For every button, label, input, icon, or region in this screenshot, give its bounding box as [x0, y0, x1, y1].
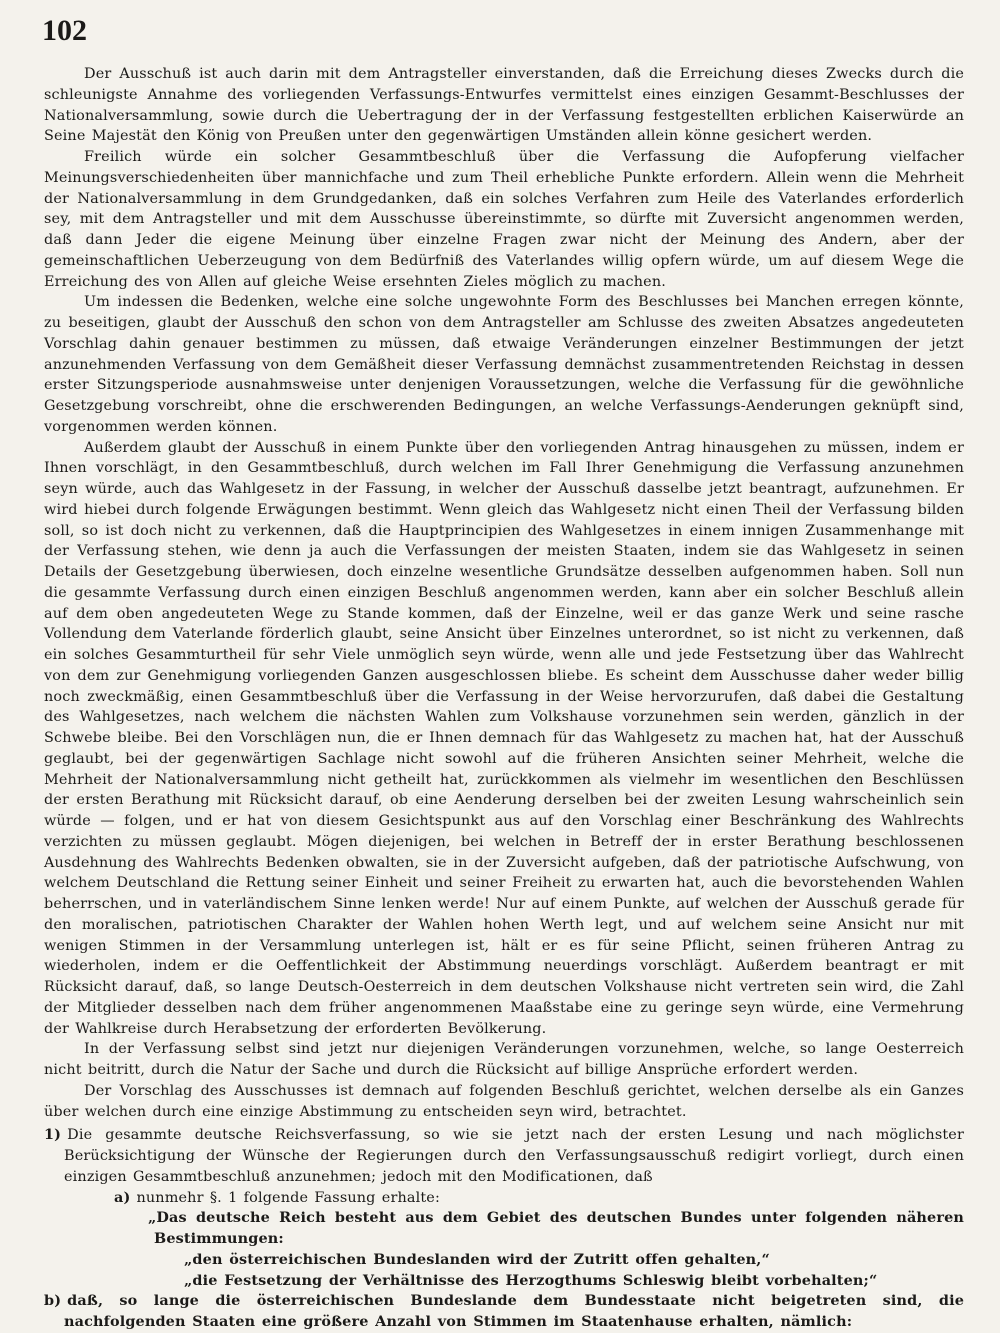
- list-item-a-marker: a): [114, 1188, 131, 1206]
- list-item-a: [44, 1188, 964, 1209]
- list-item-1-text: Die gesammte deutsche Reichsverfassung, so wie sie jetzt nach der ersten Lesung und nach möglichster Berücksichtigung der Wünsche der Regierungen durch den Verfassungsausschuß redigirt vorliegt, durch einen einzigen Gesammtbeschluß anzunehmen; jedoch mit den Modificationen, daß: [64, 1127, 964, 1185]
- document-body: [44, 64, 964, 1333]
- list-item-1: [44, 1125, 964, 1187]
- quoted-clause-1: „Das deutsche Reich besteht aus dem Gebiet des deutschen Bundes unter folgenden näheren Bestimmungen:: [148, 1209, 964, 1247]
- list-item-b-marker: b): [44, 1292, 62, 1310]
- paragraph-3: Um indessen die Bedenken, welche eine solche ungewohnte Form des Beschlusses bei Manchen erregen könnte, zu beseitigen, glaubt der Ausschuß den schon von dem Antragsteller am Schlusse des zweiten Absatzes angedeuteten Vorschlag dahin genauer bestimmen zu müssen, daß etwaige Veränderungen einzelner Bestimmungen der jetzt anzunehmenden Verfassung von dem Gemäßheit dieser Verfassung demnächst zusammentretenden Reichstag in dessen erster Sitzungsperiode ausnahmsweise unter denjenigen Voraussetzungen, welche die Verfassung für die gewöhnliche Gesetzgebung vorschreibt, ohne die erschwerenden Bedingungen, an welche Verfassungs-Aenderungen geknüpft sind, vorgenommen werden können.: [44, 294, 964, 435]
- paragraph-1: Der Ausschuß ist auch darin mit dem Antragsteller einverstanden, daß die Erreichung dieses Zwecks durch die schleunigste Annahme des vorliegenden Verfassungs-Entwurfes vermittelst eines einzigen Gesammt-Beschlusses der Nationalversammlung, sowie durch die Uebertragung der in der Verfassung festgestellten erblichen Kaiserwürde an Seine Majestät den König von Preußen unter den gegenwärtigen Umständen allein könne gesichert werden.: [44, 66, 964, 145]
- paragraph-2: Freilich würde ein solcher Gesammtbeschluß über die Verfassung die Aufopferung vielfacher Meinungsverschiedenheiten über mannichfache und zum Theil erhebliche Punkte erfordern. Allein wenn die Mehrheit der Nationalversammlung in dem Grundgedanken, daß ein solches Verfahren zum Heile des Vaterlandes erforderlich sey, mit dem Antragsteller und mit dem Ausschusse übereinstimmte, so dürfte mit Zuversicht angenommen werden, daß dann Jeder die eigene Meinung über einzelne Fragen zwar nicht der Meinung des Andern, aber der gemeinschaftlichen Ueberzeugung von dem Bedürfniß des Vaterlandes willig opfern würde, um auf diesem Wege die Erreichung des von Allen auf gleiche Weise ersehnten Zieles möglich zu machen.: [44, 149, 964, 290]
- paragraph-5: In der Verfassung selbst sind jetzt nur diejenigen Veränderungen vorzunehmen, welche, so lange Oesterreich nicht beitritt, durch die Natur der Sache und durch die Rücksicht auf billige Ansprüche erfordert werden.: [44, 1041, 964, 1078]
- quoted-clause-2: „den österreichischen Bundeslanden wird der Zutritt offen gehalten,“: [184, 1250, 770, 1268]
- list-item-b-text: daß, so lange die österreichischen Bundeslande dem Bundesstaate nicht beigetreten sind, die nachfolgenden Staaten eine größere Anzahl von Stimmen im Staatenhause erhalten, nämlich:: [64, 1292, 964, 1330]
- list-item-b: [44, 1291, 964, 1333]
- list-item-1-marker: 1): [44, 1126, 62, 1144]
- page-number: 102: [42, 14, 87, 47]
- paragraph-4: Außerdem glaubt der Ausschuß in einem Punkte über den vorliegenden Antrag hinausgehen zu müssen, indem er Ihnen vorschlägt, in den Gesammtbeschluß, durch welchen im Fall Ihrer Genehmigung die Verfassung anzunehmen seyn würde, auch das Wahlgesetz in der Fassung, in welcher der Ausschuß dasselbe jetzt beantragt, aufzunehmen. Er wird hiebei durch folgende Erwägungen bestimmt. Wenn gleich das Wahlgesetz nicht einen Theil der Verfassung bilden soll, so ist doch nicht zu verkennen, daß die Hauptprincipien des Wahlgesetzes in einem innigen Zusammenhange mit der Verfassung stehen, wie denn ja auch die Verfassungen der meisten Staaten, indem sie das Wahlgesetz in seinen Details der Gesetzgebung überwiesen, doch einzelne wesentliche Grundsätze desselben aufgenommen haben. Soll nun die gesammte Verfassung durch einen einzigen Beschluß angenommen werden, kann aber ein solcher Beschluß allein auf dem oben angedeuteten Wege zu Stande kommen, daß der Einzelne, weil er das ganze Werk und seine rasche Vollendung dem Vaterlande förderlich glaubt, seine Ansicht über Einzelnes unterordnet, so ist nicht zu verkennen, daß ein solches Gesammturtheil für sehr Viele unmöglich seyn würde, wenn alle und jede Festsetzung über das Wahlrecht von dem zur Genehmigung vorliegenden Ganzen ausgeschlossen bliebe. Es scheint dem Ausschusse daher weder billig noch zweckmäßig, einen Gesammtbeschluß über die Verfassung in der Weise hervorzurufen, daß dabei die Gestaltung des Wahlgesetzes, nach welchem die nächsten Wahlen zum Volkshause vorzunehmen sein werden, gänzlich in der Schwebe bleibe. Bei den Vorschlägen nun, die er Ihnen demnach für das Wahlgesetz zu machen hat, hat der Ausschuß geglaubt, bei der gegenwärtigen Sachlage nicht sowohl auf die früheren Ansichten seiner Mehrheit, welche die Mehrheit der Nationalversammlung nicht getheilt hat, zurückkommen als vielmehr im wesentlichen den Beschlüssen der ersten Berathung mit Rücksicht darauf, ob eine Aenderung derselben bei der zweiten Lesung wahrscheinlich sein würde — folgen, und er hat von diesem Gesichtspunkt aus auf den Vorschlag einer Beschränkung des Wahlrechts verzichten zu müssen geglaubt. Mögen diejenigen, bei welchen in Betreff der in erster Berathung beschlossenen Ausdehnung des Wahlrechts Bedenken obwalten, sie in der Zuversicht aufgeben, daß der patriotische Aufschwung, von welchem Deutschland die Rettung seiner Einheit und seiner Freiheit zu erwarten hat, auch die bevorstehenden Wahlen beherrschen, und in vaterländischem Sinne lenken werde! Nur auf einem Punkte, auf welchen der Ausschuß gerade für den moralischen, patriotischen Charakter der Wahlen hohen Werth legt, und auf welchem seine Ansicht nur mit wenigen Stimmen in der Versammlung unterlegen ist, hält er es für seine Pflicht, seinen früheren Antrag zu wiederholen, indem er die Oeffentlichkeit der Abstimmung neuerdings vorschlägt. Außerdem beantragt er mit Rücksicht darauf, daß, so lange Deutsch-Oesterreich in dem deutschen Volkshause nicht vertreten sein wird, die Zahl der Mitglieder desselben nach dem früher angenommenen Maaßstabe eine zu geringe seyn würde, eine Vermehrung der Wahlkreise durch Herabsetzung der erforderten Bevölkerung.: [44, 439, 964, 1037]
- paragraph-6: Der Vorschlag des Ausschusses ist demnach auf folgenden Beschluß gerichtet, welchen derselbe als ein Ganzes über welchen durch eine einzige Abstimmung zu entscheiden seyn wird, betrachtet.: [44, 1082, 964, 1120]
- quoted-clause-3: „die Festsetzung der Verhältnisse des Herzogthums Schleswig bleibt vorbehalten;“: [184, 1271, 878, 1289]
- list-item-a-text: nunmehr §. 1 folgende Fassung erhalte:: [136, 1189, 440, 1206]
